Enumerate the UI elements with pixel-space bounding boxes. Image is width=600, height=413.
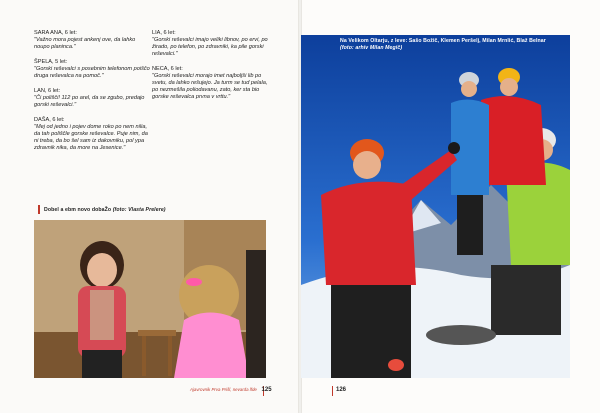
quotes-column-1: [34, 30, 152, 160]
quote-item: [152, 30, 272, 58]
quote-author: SARA ANA, 6 let:: [34, 30, 77, 36]
photo-children: [34, 220, 266, 378]
quote-author: DAŠA, 6 let:: [34, 117, 65, 123]
children-photo-illustration: [34, 220, 266, 378]
quote-text: "Mej od jedno i pojev dome roko po nem nilia, da tah poliščle gorske reševalce. Puje nim, da ni treba, da bo šel sam iz dakovniku, pol ypa zdravnik nika, da more na Jesenice.": [34, 124, 148, 151]
climbers-caption: [340, 38, 580, 52]
caption-text: Dobel a ebm novo dobaŽo: [44, 207, 112, 213]
caption-credit: (foto: Vlasta Prelere): [112, 207, 166, 213]
photo-caption: [44, 207, 166, 213]
photo-climbers: [301, 35, 570, 378]
quote-text: "Važno mora pojest ankenj ove, da lahko noupo planinca.": [34, 37, 136, 50]
footer-marker: [332, 386, 333, 396]
climbers-photo-illustration: [301, 35, 570, 378]
caption-marker: [38, 205, 40, 214]
quote-item: [152, 66, 272, 101]
quote-text: "Či polišči! 112 po arel, da se zgubo, predajo gorski reševalci.": [34, 95, 145, 108]
quote-author: LAN, 6 let:: [34, 88, 61, 94]
quote-author: ŠPELA, 5 let:: [34, 59, 68, 65]
quote-author: LIA, 6 let:: [152, 30, 176, 36]
climbers-caption-credit: (foto: arhiv Milan Megič): [340, 45, 403, 51]
quote-item: [34, 88, 152, 109]
footer-title: Ajavrovnik Prva Prišl, nevarda lfde: [190, 387, 257, 392]
page-number-right: 126: [336, 387, 347, 393]
footer-right: [336, 387, 346, 393]
quote-item: [34, 59, 152, 80]
quote-text: "Gorski reševalci imajo veliki libnov, po ervi, po žirado, po telefon, po zdravniki, ka pile gorski reševalci.": [152, 37, 268, 57]
quote-item: [34, 117, 152, 152]
quote-item: [34, 30, 152, 51]
quote-text: "Gorski reševalci morajo imet najboljši lib po svetu, da lahko rešujejo. Ja turm se tud pelala, po nezmešila poliodavanu, zato, ker sta bio gorske reševalca prvna v vrttu.": [152, 73, 268, 100]
footer-left: [190, 387, 272, 393]
climbers-caption-text: Na Velikom Oltarju, z leve: Sašo Božič, Klemen Peršelj, Milan Mrnlić, Blaž Belnar: [340, 38, 546, 44]
page-number-left: 125: [261, 387, 272, 393]
quotes-column-2: [152, 30, 272, 109]
quote-author: NECA, 6 let:: [152, 66, 183, 72]
quote-text: "Gorski reševalci s posebnim telefonom poiščo druga reševalca na pomoč.": [34, 66, 150, 79]
